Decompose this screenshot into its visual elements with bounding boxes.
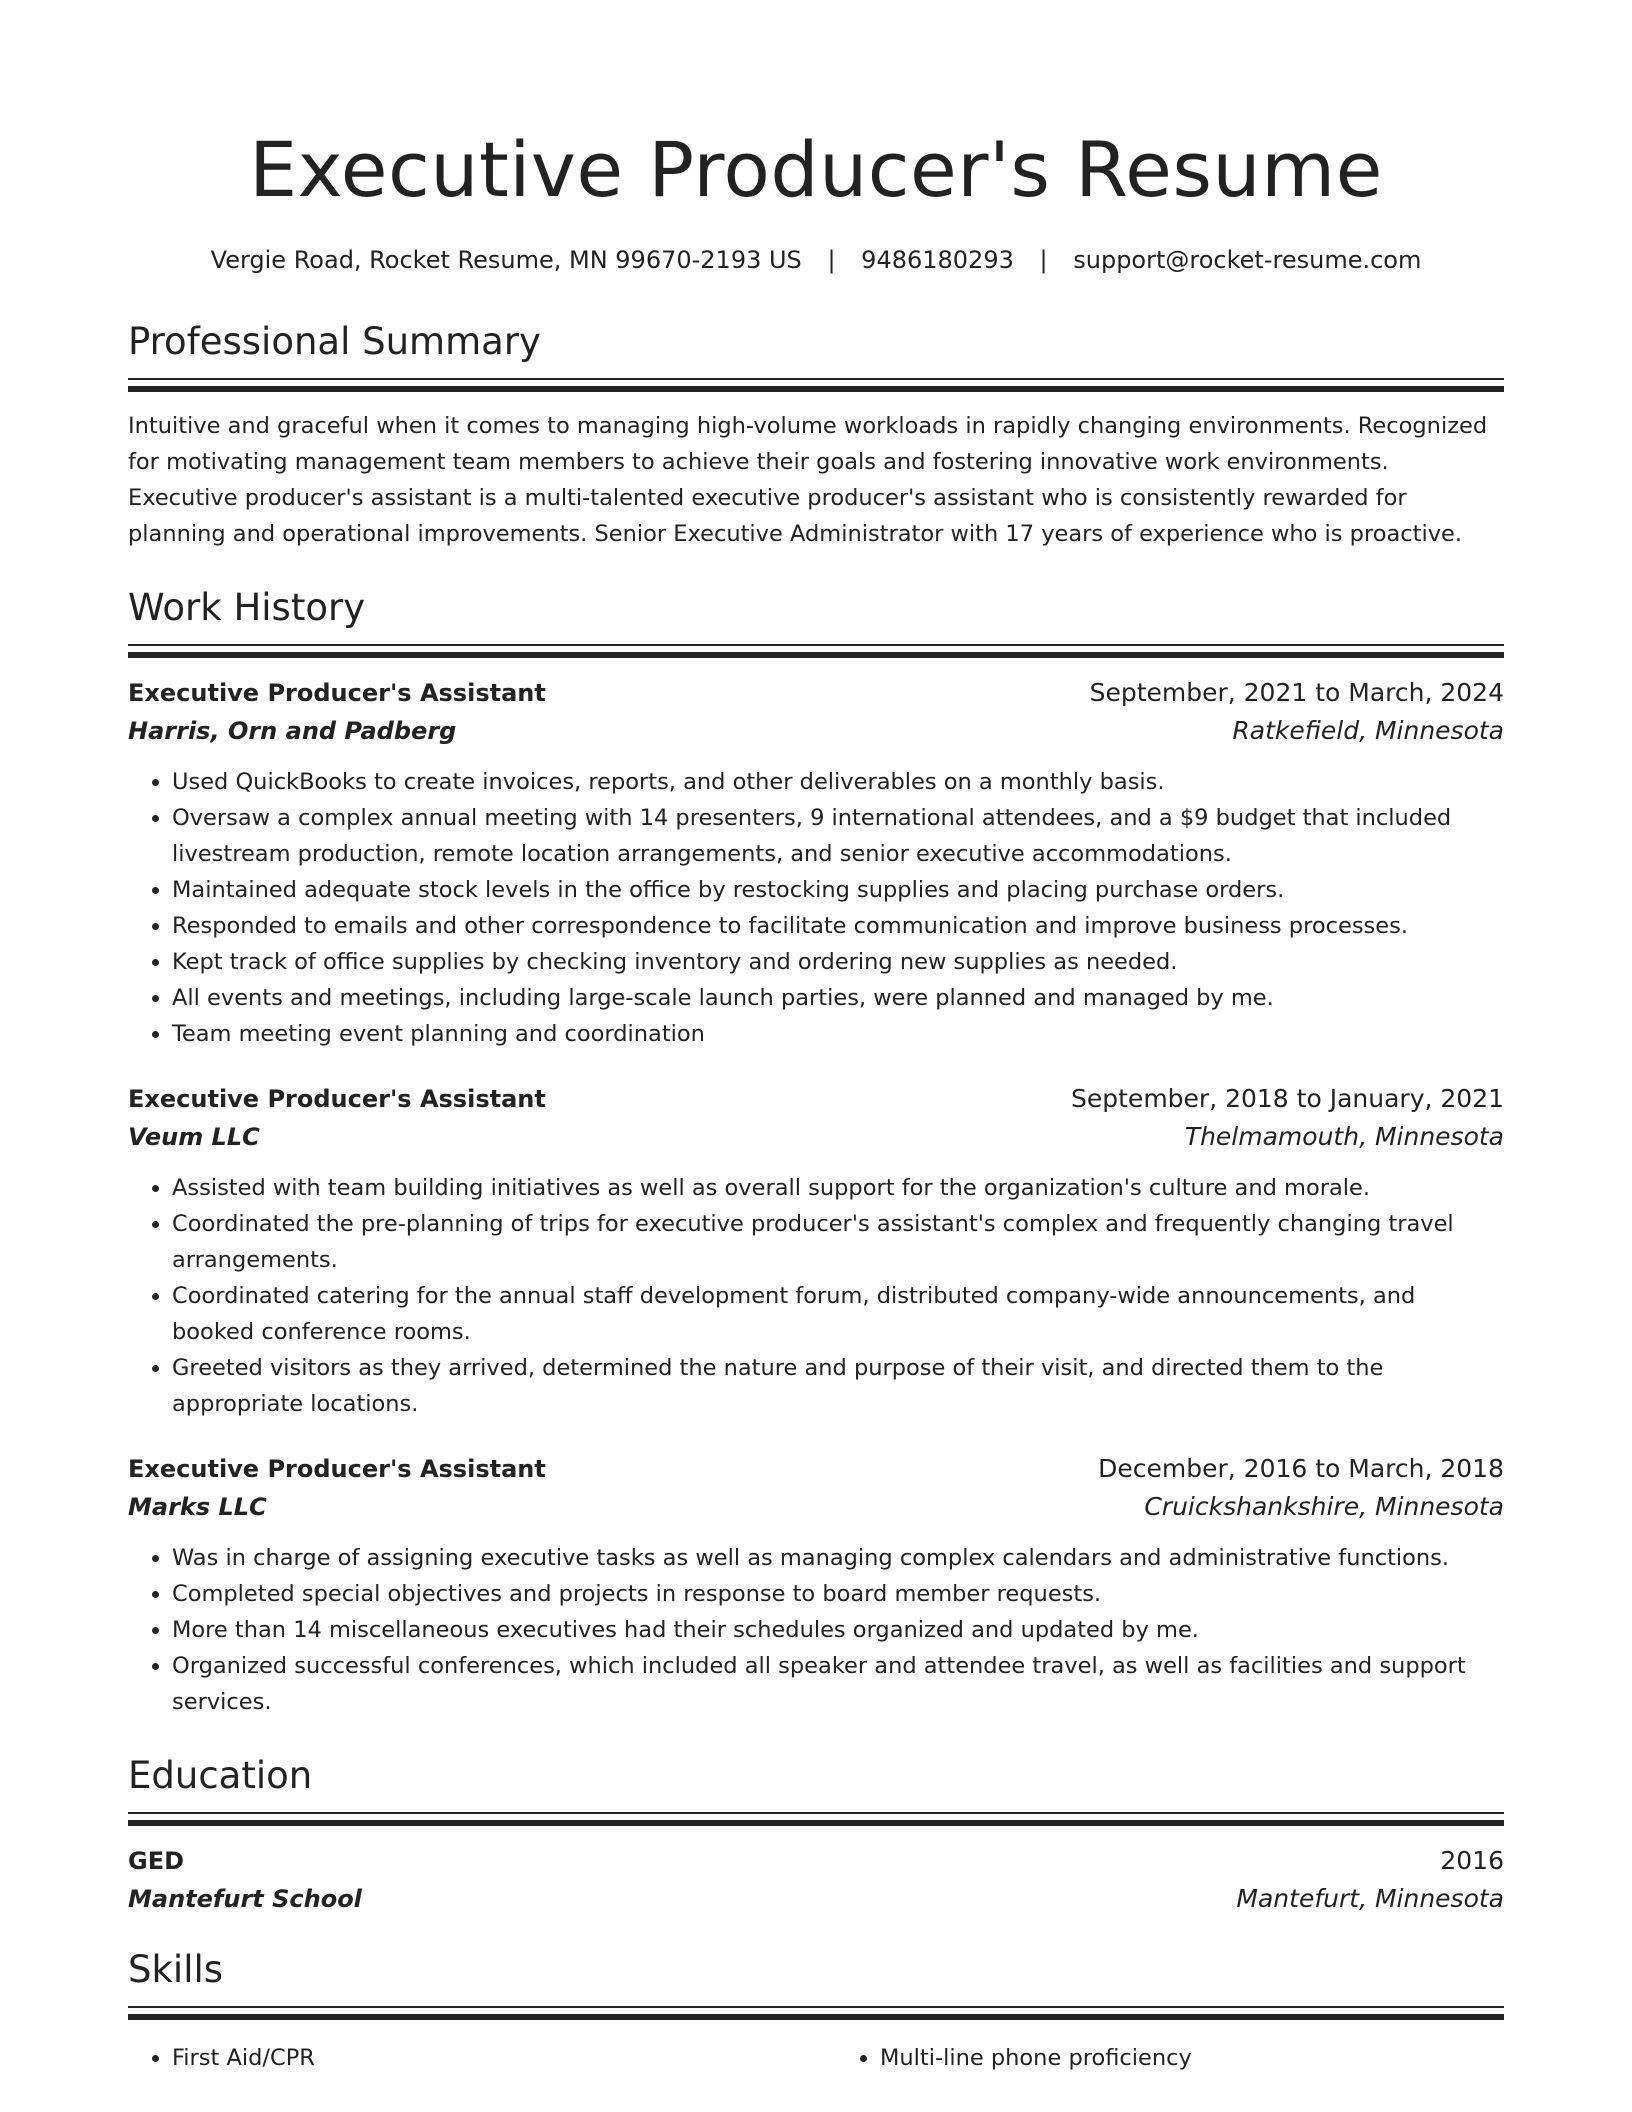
- job-title: Executive Producer's Assistant: [128, 679, 546, 707]
- job-dates: September, 2018 to January, 2021: [1071, 1084, 1504, 1113]
- job-bullets: [128, 764, 1504, 1052]
- section-title-education: Education: [128, 1754, 313, 1797]
- job-bullet: • More than 14 miscellaneous executives had their schedules organized and updated by me.: [172, 1612, 1504, 1648]
- section-divider: [128, 2006, 1504, 2020]
- section-title-work-history: Work History: [128, 586, 366, 629]
- job-bullet: • Maintained adequate stock levels in the office by restocking supplies and placing purchase orders.: [172, 872, 1504, 908]
- contact-line: [128, 244, 1504, 276]
- education-school-row: [128, 1880, 1504, 1918]
- job-dates: December, 2016 to March, 2018: [1098, 1454, 1504, 1483]
- job-location: Thelmamouth, Minnesota: [1184, 1122, 1504, 1151]
- job-company-row: [128, 1118, 1504, 1156]
- education-year: 2016: [1440, 1846, 1504, 1875]
- job-bullet: • Coordinated catering for the annual staff development forum, distributed company-wide announcements, and booked conference rooms.: [172, 1278, 1504, 1350]
- job-bullet: • All events and meetings, including large-scale launch parties, were planned and managed by me.: [172, 980, 1504, 1016]
- section-divider: [128, 644, 1504, 658]
- education-section: [128, 1754, 1504, 1918]
- job-entry: [128, 674, 1504, 1052]
- contact-email: support@rocket-resume.com: [1073, 246, 1422, 274]
- job-company: Veum LLC: [128, 1123, 260, 1151]
- resume-title: Executive Producer's Resume: [249, 125, 1383, 214]
- job-bullet: • Coordinated the pre-planning of trips for executive producer's assistant's complex and frequently changing travel arrangements.: [172, 1206, 1504, 1278]
- job-bullet: • Responded to emails and other correspondence to facilitate communication and improve business processes.: [172, 908, 1504, 944]
- job-bullet: • Organized successful conferences, which included all speaker and attendee travel, as well as facilities and support services.: [172, 1648, 1504, 1720]
- section-title-skills: Skills: [128, 1948, 224, 1991]
- section-divider: [128, 1812, 1504, 1826]
- job-bullets: [128, 1170, 1504, 1422]
- job-company: Harris, Orn and Padberg: [128, 717, 457, 745]
- contact-address: Vergie Road, Rocket Resume, MN 99670-2193 US: [210, 246, 802, 274]
- summary-text: Intuitive and graceful when it comes to managing high-volume workloads in rapidly changing environments. Recognized for motivating management team members to achieve their goals and fostering innovative work environments. Executive producer's assistant is a multi-talented executive producer's assistant who is consistently rewarded for planning and operational improvements. Senior Executive Administrator with 17 years of experience who is proactive.: [128, 413, 1488, 547]
- job-bullet: • Oversaw a complex annual meeting with 14 presenters, 9 international attendees, and a $9 budget that included livestream production, remote location arrangements, and senior executive accommodations.: [172, 800, 1504, 872]
- job-bullet: • Greeted visitors as they arrived, determined the nature and purpose of their visit, and directed them to the appropriate locations.: [172, 1350, 1504, 1422]
- skill-item: • First Aid/CPR: [172, 2040, 796, 2076]
- job-location: Ratkefield, Minnesota: [1232, 716, 1504, 745]
- contact-separator: |: [1039, 246, 1048, 274]
- skills-section: [128, 1948, 1504, 2076]
- education-entry: [128, 1842, 1504, 1918]
- contact-phone: 9486180293: [861, 246, 1014, 274]
- summary-section: [128, 320, 1504, 552]
- education-header-row: [128, 1842, 1504, 1880]
- job-company-row: [128, 1488, 1504, 1526]
- job-header-row: [128, 1080, 1504, 1118]
- skills-column-left: [128, 2040, 796, 2076]
- skills-grid: [128, 2036, 1504, 2076]
- job-bullet: • Completed special objectives and projects in response to board member requests.: [172, 1576, 1504, 1612]
- education-location: Mantefurt, Minnesota: [1236, 1884, 1504, 1913]
- job-header-row: [128, 674, 1504, 712]
- job-bullet: • Was in charge of assigning executive tasks as well as managing complex calendars and administrative functions.: [172, 1540, 1504, 1576]
- job-bullet: • Kept track of office supplies by checking inventory and ordering new supplies as needed.: [172, 944, 1504, 980]
- job-entry: [128, 1080, 1504, 1422]
- job-bullet: • Used QuickBooks to create invoices, reports, and other deliverables on a monthly basis.: [172, 764, 1504, 800]
- job-bullets: [128, 1540, 1504, 1720]
- work-history-section: [128, 586, 1504, 1720]
- education-school: Mantefurt School: [128, 1885, 362, 1913]
- contact-separator: |: [827, 246, 836, 274]
- job-dates: September, 2021 to March, 2024: [1089, 678, 1504, 707]
- education-degree: GED: [128, 1847, 185, 1875]
- skills-column-right: [836, 2040, 1504, 2076]
- section-divider: [128, 378, 1504, 392]
- section-title-summary: Professional Summary: [128, 320, 541, 363]
- job-title: Executive Producer's Assistant: [128, 1085, 546, 1113]
- skill-item: • Multi-line phone proficiency: [880, 2040, 1504, 2076]
- job-company: Marks LLC: [128, 1493, 267, 1521]
- job-bullet: • Team meeting event planning and coordination: [172, 1016, 1504, 1052]
- job-bullet: • Assisted with team building initiatives as well as overall support for the organization's culture and morale.: [172, 1170, 1504, 1206]
- job-location: Cruickshankshire, Minnesota: [1144, 1492, 1504, 1521]
- job-company-row: [128, 712, 1504, 750]
- job-header-row: [128, 1450, 1504, 1488]
- job-title: Executive Producer's Assistant: [128, 1455, 546, 1483]
- job-entry: [128, 1450, 1504, 1720]
